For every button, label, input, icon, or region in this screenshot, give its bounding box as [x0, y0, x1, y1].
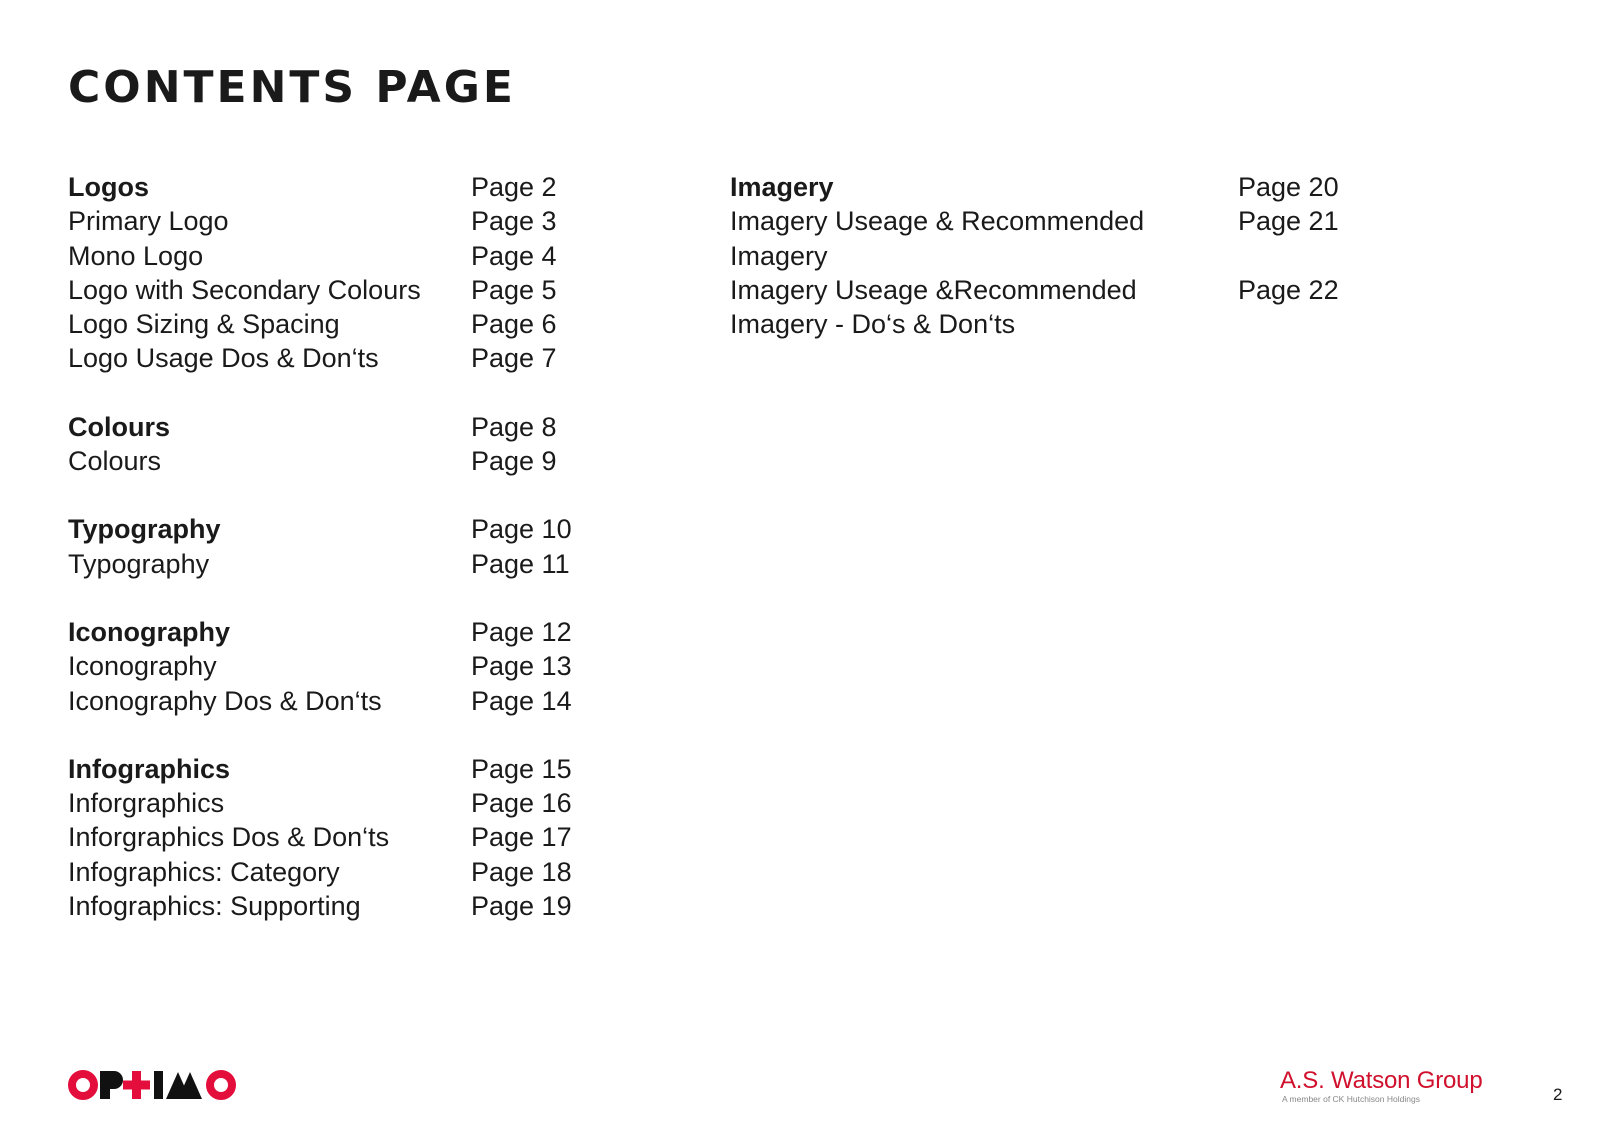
section-imagery: [730, 170, 1370, 341]
entry-label: Iconography: [68, 651, 217, 682]
page-ref: Page 8: [471, 411, 557, 442]
section-heading: Infographics: [68, 753, 231, 784]
contents-entry[interactable]: [68, 855, 628, 889]
contents-entry[interactable]: [68, 786, 628, 820]
section-infographics: [68, 752, 628, 923]
contents-entry[interactable]: [68, 889, 628, 923]
section-heading: Iconography: [68, 616, 231, 647]
entry-label: Infographics: Supporting: [68, 891, 361, 922]
entry-label: Logo Sizing & Spacing: [68, 309, 340, 340]
section-heading-row[interactable]: [68, 615, 628, 649]
entry-label: [730, 204, 1238, 273]
page-title: CONTENTS PAGE: [68, 62, 516, 113]
aswatson-logo-name: A.S. Watson Group: [1280, 1067, 1483, 1094]
entry-label: Inforgraphics Dos & Don‘ts: [68, 822, 390, 853]
page-ref: Page 4: [471, 240, 557, 271]
section-logos: [68, 170, 628, 376]
contents-entry[interactable]: [68, 684, 628, 718]
optimo-logo: [68, 1068, 240, 1107]
section-heading-row[interactable]: [68, 410, 628, 444]
contents-entry[interactable]: [730, 204, 1370, 273]
entry-label: Infographics: Category: [68, 856, 340, 887]
page-ref: Page 10: [471, 514, 572, 545]
page-number: 2: [1553, 1085, 1563, 1104]
contents-entry[interactable]: [68, 649, 628, 683]
contents-entry[interactable]: [68, 341, 628, 375]
page-ref: Page 16: [471, 788, 572, 819]
section-heading-row[interactable]: [68, 512, 628, 546]
entry-label: Mono Logo: [68, 240, 204, 271]
entry-label: Inforgraphics: [68, 788, 225, 819]
contents-entry[interactable]: [68, 444, 628, 478]
page-ref: Page 20: [1238, 172, 1339, 202]
section-heading: Imagery: [730, 172, 834, 202]
section-iconography: [68, 615, 628, 718]
page-ref: Page 15: [471, 753, 572, 784]
aswatson-logo: [1280, 1068, 1482, 1104]
entry-label-line: Imagery - Do‘s & Don‘ts: [730, 309, 1016, 340]
entry-label: Logo with Secondary Colours: [68, 274, 421, 305]
page-ref: Page 13: [471, 651, 572, 682]
contents-entry[interactable]: [68, 820, 628, 854]
page-ref: Page 18: [471, 856, 572, 887]
section-heading: Logos: [68, 172, 149, 202]
contents-right-column: [730, 170, 1370, 375]
page-ref: Page 17: [471, 822, 572, 853]
page-ref: Page 7: [471, 343, 557, 374]
section-heading-row[interactable]: [68, 752, 628, 786]
entry-label: Primary Logo: [68, 206, 229, 237]
section-heading: Colours: [68, 411, 171, 442]
page-ref: Page 3: [471, 206, 557, 237]
section-heading-row[interactable]: [68, 170, 628, 204]
contents-entry[interactable]: [730, 273, 1370, 342]
section-heading: Typography: [68, 514, 221, 545]
contents-entry[interactable]: [68, 273, 628, 307]
section-typography: [68, 512, 628, 581]
page-ref: Page 6: [471, 309, 557, 340]
entry-label: Colours: [68, 446, 162, 477]
page-ref: Page 11: [471, 548, 570, 579]
page-ref: Page 14: [471, 685, 572, 716]
aswatson-logo-tagline: A member of CK Hutchison Holdings: [1282, 1094, 1420, 1104]
entry-label-line: Imagery Useage & Recommended: [730, 206, 1145, 237]
entry-label-line: Imagery: [730, 240, 828, 271]
contents-entry[interactable]: [68, 547, 628, 581]
contents-entry[interactable]: [68, 307, 628, 341]
entry-label: Typography: [68, 548, 210, 579]
page-ref: Page 9: [471, 446, 557, 477]
page-ref: Page 22: [1238, 274, 1339, 305]
entry-label-line: Imagery Useage &Recommended: [730, 274, 1137, 305]
section-heading-row[interactable]: [730, 170, 1370, 204]
page-ref: Page 5: [471, 274, 557, 305]
entry-label: Logo Usage Dos & Don‘ts: [68, 343, 379, 374]
optimo-logo-mark: [68, 1068, 240, 1102]
contents-left-column: [68, 170, 628, 957]
entry-label: [730, 273, 1238, 342]
contents-entry[interactable]: [68, 204, 628, 238]
page-ref: Page 2: [471, 172, 557, 202]
page-ref: Page 21: [1238, 206, 1339, 237]
contents-entry[interactable]: [68, 239, 628, 273]
page-ref: Page 19: [471, 891, 572, 922]
entry-label: Iconography Dos & Don‘ts: [68, 685, 382, 716]
page-ref: Page 12: [471, 616, 572, 647]
section-colours: [68, 410, 628, 479]
